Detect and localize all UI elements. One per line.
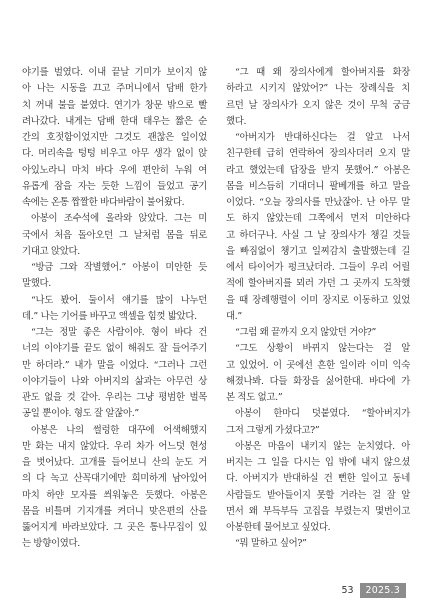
paragraph: [226, 439, 410, 537]
text-line: 마치 하얀 모자를 씌워놓은 듯했다. 아봉은: [22, 489, 207, 501]
text-line: 했다.: [226, 115, 247, 127]
text-line: 만 하더라.” 내가 말을 이었다. “그러나 그런: [22, 359, 207, 371]
paragraph: [22, 260, 207, 293]
text-line: 아 나는 시동을 끄고 주머니에서 담배 한가: [22, 83, 207, 95]
text-line: 이었다. “오늘 장의사를 만났잖아. 난 아무 말: [226, 197, 410, 208]
text-line: 아봉은 나의 썰렁한 대꾸에 어색해했지: [31, 424, 207, 436]
text-line: 버지는 그 일을 다시는 입 밖에 내지 않으셨: [226, 457, 410, 468]
text-line: 본 적도 없고.”: [226, 392, 283, 403]
text-line: 몸을 비틀며 기지개를 켜더니 맞은편의 산을: [22, 505, 207, 517]
text-line: 다. 머리속을 텅텅 비우고 아무 생각 없이 앉: [22, 148, 207, 160]
paragraph: [22, 293, 207, 326]
text-line: 관도 없을 것 같아. 우리는 그냥 평범한 벌목: [22, 392, 207, 403]
text-line: 친구한테 급히 연락하여 장의사더러 오지 말: [226, 148, 410, 160]
text-line: “그도 상황이 바뀌지 않는다는 걸 알: [235, 343, 410, 355]
text-line: “그는 정말 좋은 사람이야. 형이 바다 건: [31, 327, 207, 338]
text-line: 아있노라니 마치 바다 우에 편안히 누워 여: [22, 164, 207, 176]
text-line: 데.” 나는 기어를 바꾸고 액셀을 힘껏 밟았다.: [22, 310, 197, 322]
text-line: 의 다 녹고 산꼭대기에만 희미하게 남아있어: [22, 473, 207, 485]
paragraph: [22, 211, 207, 260]
text-line: 라고 했었는데 답장을 받지 못했어.” 아봉은: [226, 164, 410, 176]
text-line: 이야기들이 나와 아버지의 삶과는 아무런 상: [22, 375, 207, 387]
text-line: 만 화는 내지 않았다. 우리 차가 어느덧 현성: [22, 440, 207, 452]
text-line: 다. 아버지가 반대하실 건 뻔한 일이고 동네: [226, 473, 410, 485]
text-column-left: [22, 65, 207, 553]
text-line: “방금 그와 작별했어.” 아봉이 미안한 듯: [31, 262, 207, 273]
text-line: 아봉은 마음이 내키지 않는 눈치였다. 아: [235, 440, 410, 452]
text-line: 유롭게 잠을 자는 듯한 느낌이 들었고 공기: [22, 180, 207, 192]
text-line: 뚫어지게 바라보았다. 그 곳은 통나무집이 있: [22, 522, 207, 533]
text-line: 을 때 장례행렬이 이미 장지로 이동하고 있었: [226, 294, 410, 306]
paragraph: [22, 65, 207, 211]
text-line: 말했다.: [22, 278, 51, 290]
text-line: 에서 타이어가 펑크났더라. 그들이 우리 어릴: [226, 262, 410, 273]
text-line: 몸을 비스듬히 기대더니 팔베개를 하고 말을: [226, 180, 410, 192]
text-line: 하라고 시키지 않았어?” 나는 장례식을 치: [226, 83, 410, 95]
text-line: “아버지가 반대하신다는 걸 알고 나서: [235, 132, 410, 143]
text-column-right: [226, 65, 410, 553]
text-line: “그 때 왜 장의사에게 할아버지를 화장: [235, 67, 410, 78]
text-line: 치 꺼내 불을 붙였다. 연기가 창문 밖으로 빨: [22, 99, 207, 111]
text-line: 기대고 앉았다.: [22, 245, 80, 257]
text-line: 을 빠짐없이 챙기고 일찌감치 출발했는데 길: [226, 245, 410, 257]
text-line: 려나갔다. 내게는 담배 한대 태우는 짧은 순: [22, 115, 207, 127]
text-line: 속에는 온통 짭짤한 바다바람이 불어왔다.: [22, 197, 185, 208]
text-line: 너의 이야기를 끝도 없이 해줘도 잘 들어주기: [22, 343, 207, 355]
text-line: 아봉한테 물어보고 싶었다.: [226, 522, 331, 533]
issue-badge: 2025.3: [360, 583, 406, 598]
text-line: 그저 그렇게 가셨다고?”: [226, 424, 320, 436]
text-line: 고 하더구나. 사실 그 날 장의사가 챙길 것들: [226, 229, 410, 241]
text-line: 아봉이 조수석에 올라와 앉았다. 그는 미: [31, 213, 207, 225]
text-line: 도 하지 않았는데 그쪽에서 먼저 미안하다: [226, 213, 410, 225]
paragraph: [226, 536, 410, 552]
text-line: 아봉이 한마디 덧붙였다. “할아버지가: [235, 408, 410, 420]
text-line: 면서 왜 부득부득 고집을 부렸는지 몇번이고: [226, 505, 410, 517]
page-number: 53: [341, 585, 354, 596]
text-line: 야기를 벌였다. 이내 끝날 기미가 보이지 않: [22, 67, 207, 78]
text-line: 국에서 처음 돌아오던 그 날처럼 몸을 뒤로: [22, 229, 207, 241]
text-line: 사람들도 받아들이지 못할 거라는 걸 잘 알: [226, 489, 410, 501]
text-line: 공일 뿐이야. 형도 잘 알잖아.”: [22, 408, 139, 420]
text-line: 을 벗어났다. 고개를 들어보니 산의 눈도 거: [22, 457, 207, 468]
paragraph: [226, 325, 410, 341]
text-line: 는 방향이였다.: [22, 538, 80, 550]
paragraph: [226, 130, 410, 325]
text-line: “그럼 왜 끝까지 오지 않았던 거야?”: [235, 327, 376, 338]
paragraph: [226, 65, 410, 130]
text-line: 고 있었어. 이 곳에선 흔한 일이라 이미 익숙: [226, 359, 410, 371]
paragraph: [226, 406, 410, 439]
text-line: “나도 봤어. 둘이서 얘기를 많이 나누던: [31, 294, 207, 306]
text-line: 해졌나봐. 다들 화장을 싫어한대. 바다에 가: [226, 375, 410, 387]
paragraph: [22, 325, 207, 423]
text-line: 간의 호젓함이었지만 그것도 괜찮은 일이었: [22, 132, 207, 143]
text-line: 적에 할아버지를 뫼러 가던 그 곳까지 도착했: [226, 278, 410, 290]
text-line: “뭐 말하고 싶어?”: [235, 538, 307, 550]
text-line: 르던 날 장의사가 오지 않은 것이 무척 궁금: [226, 99, 410, 111]
paragraph: [226, 341, 410, 406]
paragraph: [22, 423, 207, 553]
page-footer: [341, 583, 406, 598]
text-line: 대.”: [226, 310, 242, 322]
